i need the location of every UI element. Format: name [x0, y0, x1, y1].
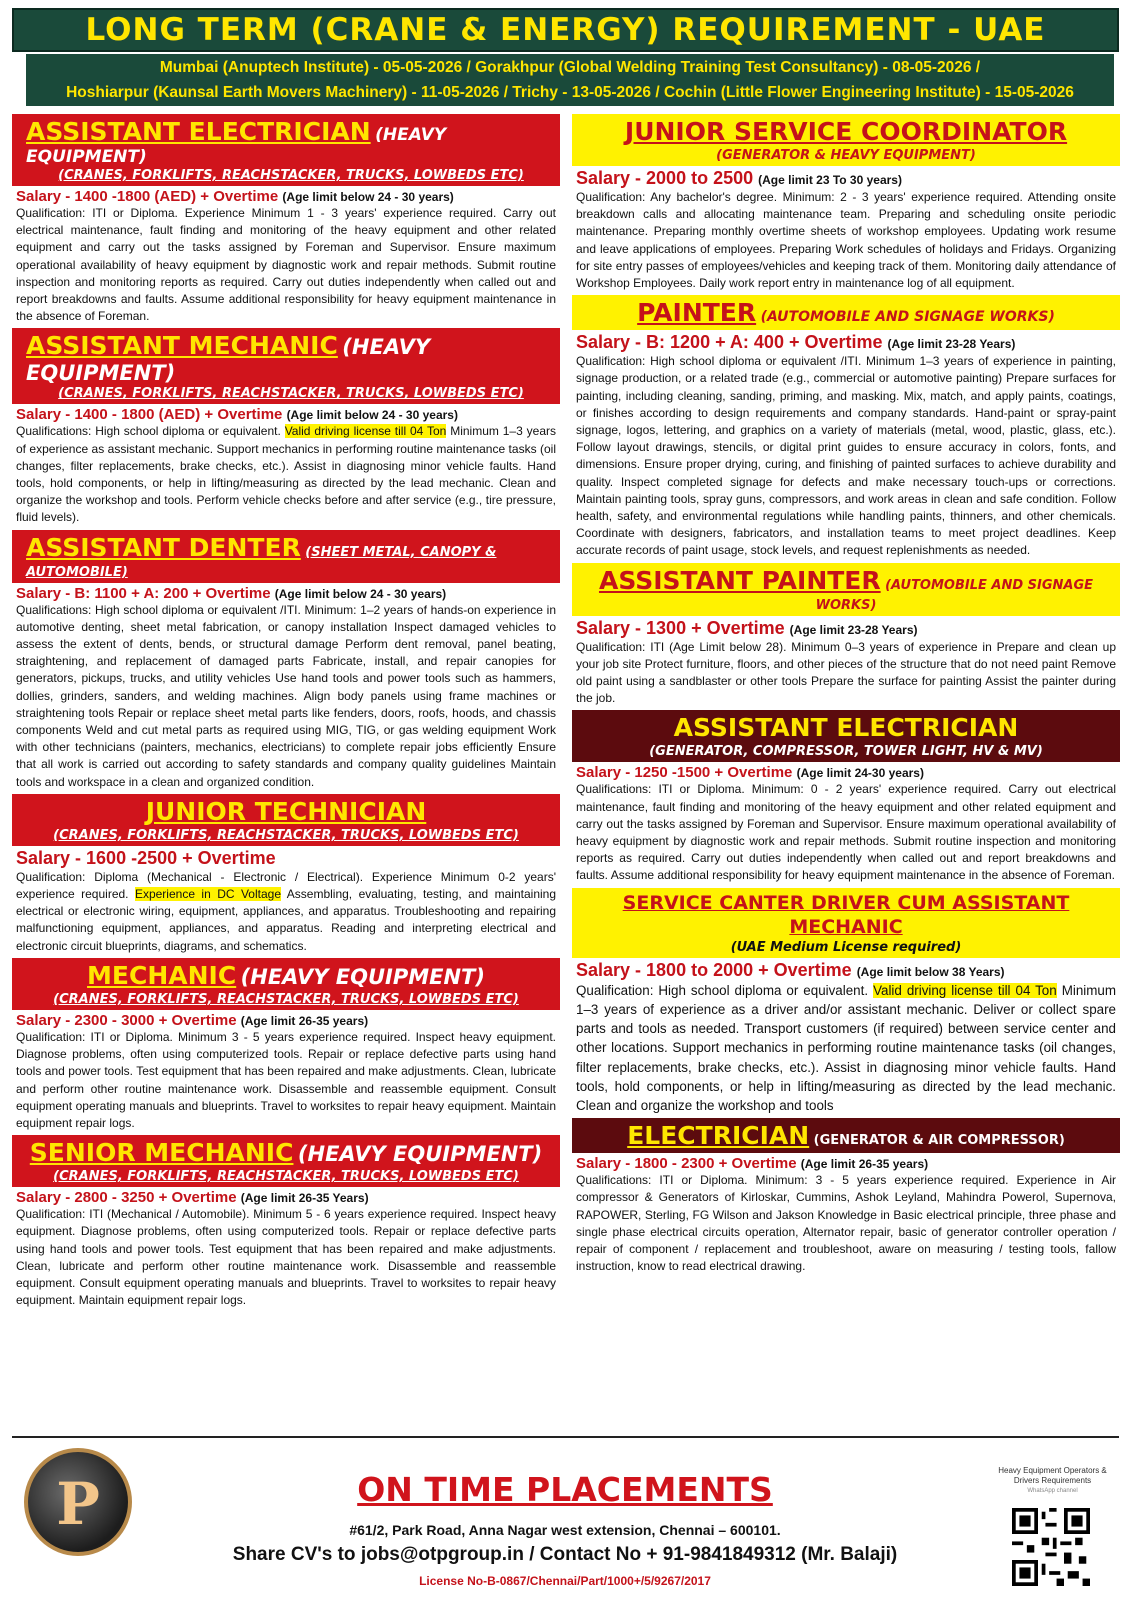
job-header [572, 563, 1120, 616]
job-description: Qualification: ITI (Age Limit below 28). Minimum 0–3 years of experience in Prepare and clean up your job site Protect furniture, floors, and other pieces of the structure that do not need paint Remove old paint using a sandblaster or other tools Prepare the surface for painting Assist the painter during the job. [576, 639, 1116, 706]
footer-divider [12, 1436, 1119, 1438]
qr-caption-text: Heavy Equipment Operators & Drivers Requirements [998, 1466, 1107, 1485]
job-salary [572, 1153, 1120, 1172]
salary-text: Salary - B: 1200 + A: 400 + Overtime [576, 332, 883, 353]
job-junior-technician [12, 794, 560, 955]
description-text: Qualification: Diploma (Mechanical - Electronic / Electrical). Experience Minimum 0-2 years' experience required. [16, 869, 556, 902]
age-limit: (Age limit below 24 - 30 years) [274, 586, 447, 601]
job-description: Qualifications: High school diploma or equivalent /ITI. Minimum: 1–2 years of hands-on experience in automotive denting, sheet metal fabrication, or canopy installation Inspect damaged vehicles to assess the extent of dents, bends, or structural damage Perform dent removal, panel beating, straightening, and replacement of damaged parts Fabricate, install, and repair canopies for generators, pickups, trucks, and utility vehicles Use hand tools and power tools such as hammers, dollies, grinders, sanders, and welding machines. Align body panels using frame machines or straightening tools Repair or replace sheet metal parts like fenders, doors, roofs, hoods, and chassis components Weld and cut metal parts as required using MIG, TIG, or gas welding equipment Work with other technicians (painters, mechanics, electricians) to complete repair jobs efficiently Ensure that all work is carried out according to safety standards and company quality guidelines Maintain tools and workspace in a clean and organized condition. [16, 602, 556, 789]
age-limit: (Age limit 26-35 years) [800, 1157, 929, 1172]
job-title: JUNIOR SERVICE COORDINATOR [624, 117, 1068, 146]
job-header [12, 114, 560, 186]
job-subtitle: (CRANES, FORKLIFTS, REACHSTACKER, TRUCKS, LOWBEDS ETC) [53, 991, 519, 1007]
job-salary [12, 1010, 560, 1029]
job-title: MECHANIC [87, 960, 237, 990]
job-description [572, 981, 1120, 1115]
highlight-license: Valid driving license till 04 Ton [284, 424, 447, 439]
title-banner [12, 8, 1119, 52]
interview-schedule [26, 54, 1114, 106]
age-limit: (Age limit below 38 Years) [856, 964, 1005, 979]
left-column [12, 114, 560, 1312]
age-limit: (Age limit 23-28 Years) [789, 622, 918, 637]
job-senior-mechanic [12, 1135, 560, 1309]
job-description [12, 869, 560, 955]
description-text: Minimum 1–3 years of experience as assistant mechanic. Support mechanics in performing routine maintenance tasks (oil changes, filter replacements, brake checks, etc.). Assist in diagnosing minor vehicle faults. Hand tools, hold components, or help in lifting/measuring as directed by the lead mechanic. Clean and organize the workshop and tools. Perform vehicle checks before and after service (e.g., tire pressure, fluid levels). [16, 424, 556, 525]
company-address: #61/2, Park Road, Anna Nagar west extension, Chennai – 600101. [349, 1522, 781, 1538]
job-electrician [572, 1118, 1120, 1275]
age-limit: (Age limit 23 To 30 years) [758, 173, 902, 187]
company-logo [24, 1448, 132, 1556]
job-salary [12, 583, 560, 602]
age-limit: (Age limit 23-28 Years) [887, 337, 1016, 352]
job-salary [12, 186, 560, 205]
job-header [572, 888, 1120, 958]
highlight-license: Valid driving license till 04 Ton [873, 982, 1057, 998]
job-assistant-painter [572, 563, 1120, 708]
job-salary [572, 958, 1120, 981]
job-salary [12, 404, 560, 423]
job-title: ASSISTANT PAINTER [598, 565, 881, 595]
qr-code-icon[interactable] [1012, 1508, 1090, 1586]
right-column [572, 114, 1120, 1278]
job-header [572, 1118, 1120, 1153]
job-salary [12, 1187, 560, 1206]
job-header [12, 530, 560, 583]
job-description: Qualifications: ITI or Diploma. Minimum: 0 - 2 years' experience required. Carry out electrical maintenance, fault finding and monitoring of the heavy equipment and other related equipment and carry out the tasks assigned by Foreman and Supervisor. Ensure maximum operational availability of heavy equipment by diagnostic work and repair methods. Submit routine inspection and monitoring reports as required. Carry out duties independently when called out and report breakdowns and faults. Assume additional responsibility for heavy equipment maintenance in the absence of Foreman. [576, 782, 1116, 883]
description-text: Minimum 1–3 years of experience as a driver and/or assistant mechanic. Deliver or collect spare parts and tools as needed. Transport customers (if required) between service center and other locations. Support mechanics in performing routine maintenance tasks (oil changes, filter replacements, brake checks, etc.). Assist in diagnosing minor vehicle faults. Hand tools, hold components, or help in lifting/measuring as directed by the lead mechanic. Clean and organize the workshop and tools [576, 982, 1117, 1113]
job-title-sub: (HEAVY EQUIPMENT) [297, 1142, 543, 1167]
salary-text: Salary - 1400 - 1800 (AED) + Overtime [16, 406, 283, 424]
job-subtitle: (CRANES, FORKLIFTS, REACHSTACKER, TRUCKS, LOWBEDS ETC) [58, 168, 524, 183]
job-salary [572, 762, 1120, 781]
job-assistant-electrician-heavy [12, 114, 560, 325]
job-title-sub: (SHEET METAL, CANOPY & AUTOMOBILE) [26, 544, 497, 580]
job-title-sub: (AUTOMOBILE AND SIGNAGE WORKS) [815, 577, 1094, 613]
age-limit: (Age limit below 24 - 30 years) [282, 190, 454, 204]
job-description: Qualification: Any bachelor's degree. Minimum: 2 - 3 years' experience required. Attending onsite breakdown calls and allocating maintenance team. Preparing and scheduling onsite periodic maintenance. Preparing monthly overtime sheets of workshop employees. Updating work resume and leave applications of employees. Preparing Work schedules of holidays and Fridays. Organizing for site entry passes of employees/vehicles and keeping track of them. Monitoring daily attendance of Workshop Employees. Daily work report entry in maintenance log of all equipment. [576, 190, 1116, 291]
job-subtitle: (CRANES, FORKLIFTS, REACHSTACKER, TRUCKS, LOWBEDS ETC) [53, 1169, 519, 1185]
age-limit: (Age limit below 24 - 30 years) [286, 408, 458, 423]
job-salary [572, 166, 1120, 189]
job-description: Qualification: ITI (Mechanical / Automobile). Minimum 5 - 6 years experience required. Inspect heavy equipment. Diagnose problems, often using computerized tools. Repair or replace defective parts using hand tools and power tools. Test equipment that has been repaired and make adjustments. Clean, lubricate and perform other routine maintenance work. Disassemble and reassemble equipment. Consult equipment operating manuals and blueprints. Travel to worksites to repair heavy equipment. Maintain equipment repair logs. [16, 1207, 556, 1308]
job-header [12, 328, 560, 404]
job-title: PAINTER [637, 298, 757, 328]
job-description: Qualification: ITI or Diploma. Experience Minimum 1 - 3 years' experience required. Carry out electrical maintenance, fault finding and monitoring of the heavy equipment and other related equipment and carry out the tasks assigned by Foreman and Supervisor. Ensure maximum operational availability of heavy equipment by diagnostic work and repair methods. Submit routine inspection and monitoring reports as required. Carry out duties independently when called out and report breakdowns and faults. Assume additional responsibility for heavy equipment maintenance in the absence of Foreman. [16, 206, 556, 324]
job-title: JUNIOR TECHNICIAN [145, 796, 427, 826]
job-title: SERVICE CANTER DRIVER CUM ASSISTANT MECHANIC [622, 891, 1070, 938]
job-description: Qualification: ITI or Diploma. Minimum 3 - 5 years experience required. Inspect heavy equipment. Diagnose problems, often using computerized tools. Repair or replace defective parts using hand tools and power tools. Test equipment that has been repaired and make adjustments. Clean, lubricate and perform other routine maintenance work. Disassemble and reassemble equipment. Consult equipment operating manuals and blueprints. Travel to worksites to repair heavy equipment. Maintain equipment repair logs. [16, 1029, 556, 1130]
highlight-dc-voltage: Experience in DC Voltage [134, 887, 281, 902]
job-title: ASSISTANT DENTER [26, 532, 301, 562]
job-subtitle: (GENERATOR & HEAVY EQUIPMENT) [716, 148, 976, 163]
job-title-sub: (HEAVY EQUIPMENT) [26, 125, 447, 167]
job-salary: Salary - 1600 -2500 + Overtime [16, 847, 276, 868]
job-title: ASSISTANT MECHANIC [26, 331, 338, 361]
contact-line[interactable]: Share CV's to jobs@otpgroup.in / Contact No + 91-9841849312 (Mr. Balaji) [232, 1544, 898, 1565]
salary-text: Salary - 1800 to 2000 + Overtime [576, 959, 852, 980]
qr-caption-sub: WhatsApp channel [1027, 1488, 1078, 1494]
job-header [12, 794, 560, 846]
job-mechanic [12, 958, 560, 1132]
job-header [572, 710, 1120, 762]
job-title: ELECTRICIAN [627, 1121, 810, 1151]
schedule-line-2: Hoshiarpur (Kaunsal Earth Movers Machinery) - 11-05-2026 / Trichy - 13-05-2026 / Cochin (Little Flower Engineering Institute) - 15-05-2026 [66, 84, 1074, 101]
qr-caption [985, 1466, 1120, 1496]
logo-letter: P [56, 1470, 100, 1538]
salary-text: Salary - 1250 -1500 + Overtime [576, 764, 793, 782]
job-description: Qualifications: ITI or Diploma. Minimum: 3 - 5 years experience required. Experience in Air compressor & Generators of Kirloskar, Cummins, Ashok Leyland, Mahindra Powerol, Supernova, RAPOWER, Sterling, FG Wilson and Jakson Knowledge in Basic electrical principle, three phase and single phase electrical circuits operation, Alternator repair, basic of generator controller operation / repair of component / replacement and troubleshoot, aware on measuring / testing tools, fallow instruction, know to read electrical drawing. [576, 1173, 1116, 1274]
job-title: ASSISTANT ELECTRICIAN [673, 713, 1019, 743]
age-limit: (Age limit 24-30 years) [796, 766, 924, 781]
job-description [12, 423, 560, 526]
job-assistant-electrician-generator [572, 710, 1120, 884]
salary-text: Salary - 2000 to 2500 [576, 168, 754, 188]
job-title: SENIOR MECHANIC [29, 1138, 294, 1168]
age-limit: (Age limit 26-35 years) [240, 1013, 369, 1028]
job-title-sub: (HEAVY EQUIPMENT) [26, 335, 431, 386]
job-assistant-mechanic [12, 328, 560, 526]
job-header [12, 1135, 560, 1187]
job-title: ASSISTANT ELECTRICIAN [26, 117, 371, 146]
job-title-sub: (AUTOMOBILE AND SIGNAGE WORKS) [760, 309, 1055, 326]
job-junior-service-coordinator [572, 114, 1120, 292]
description-text: Qualification: High school diploma or equivalent. [576, 982, 869, 998]
job-description: Qualification: High school diploma or equivalent /ITI. Minimum 1–3 years of experience in painting, signage production, or a related trade (e.g., commercial or automotive painting) Prepare surfaces for painting, including cleaning, sanding, priming, and masking. Mix, match, and apply paints, coatings, or finishes according to design requirements and company standards. Hand-paint or spray-paint signage, logos, lettering, and graphics on a variety of materials (metal, wood, plastic, glass, etc.). Follow layout drawings, stencils, or digital print guides to ensure accuracy in colors, fonts, and dimensions. Ensure proper drying, curing, and finishing of painted surfaces to achieve durability and quality. Inspect completed signage for defects and make necessary touch-ups or corrections. Maintain painting tools, spray guns, compressors, and work areas in clean and safe condition. Follow health, safety, and environmental regulations while handling paints, thinners, and other chemicals. Coordinate with designers, fabricators, and installation teams to meet project deadlines. Keep accurate records of paint usage, stock levels, and request replenishments as needed. [576, 354, 1116, 558]
job-assistant-denter [12, 530, 560, 791]
salary-text: Salary - 2800 - 3250 + Overtime [16, 1189, 237, 1207]
page-title: LONG TERM (CRANE & ENERGY) REQUIREMENT - UAE [85, 12, 1046, 48]
age-limit: (Age limit 26-35 Years) [240, 1191, 369, 1206]
job-subtitle: (GENERATOR, COMPRESSOR, TOWER LIGHT, HV & MV) [649, 744, 1043, 760]
job-header [572, 295, 1120, 330]
description-text: Qualifications: High school diploma or equivalent. [16, 424, 281, 439]
salary-text: Salary - 1400 -1800 (AED) + Overtime [16, 188, 279, 205]
job-service-canter-driver [572, 888, 1120, 1115]
salary-text: Salary - 1800 - 2300 + Overtime [576, 1155, 797, 1173]
job-subtitle: (CRANES, FORKLIFTS, REACHSTACKER, TRUCKS, LOWBEDS ETC) [53, 827, 519, 843]
license-number: License No-B-0867/Chennai/Part/1000+/5/9267/2017 [419, 1574, 711, 1588]
job-salary [572, 330, 1120, 353]
job-painter [572, 295, 1120, 559]
job-subtitle: (CRANES, FORKLIFTS, REACHSTACKER, TRUCKS, LOWBEDS ETC) [58, 386, 524, 402]
schedule-line-1: Mumbai (Anuptech Institute) - 05-05-2026 / Gorakhpur (Global Welding Training Test Consultancy) - 08-05-2026 / [159, 59, 981, 76]
salary-text: Salary - 2300 - 3000 + Overtime [16, 1011, 237, 1029]
company-name: ON TIME PLACEMENTS [357, 1470, 773, 1509]
job-title-sub: (GENERATOR & AIR COMPRESSOR) [813, 1133, 1065, 1149]
job-header [12, 958, 560, 1010]
salary-text: Salary - B: 1100 + A: 200 + Overtime [16, 584, 271, 602]
salary-text: Salary - 1300 + Overtime [576, 617, 785, 638]
job-subtitle: (UAE Medium License required) [730, 939, 962, 955]
job-header [572, 114, 1120, 166]
description-text: Assembling, evaluating, testing, and maintaining electrical or electronic wiring, equipment, appliances, and apparatus. Troubleshooting and repairing malfunctioning equipment, appliances, and apparatus. Reading and interpreting electrical and electronic circuit blueprints, diagrams, and schematics. [16, 887, 557, 953]
job-title-sub: (HEAVY EQUIPMENT) [240, 964, 485, 989]
job-salary [572, 616, 1120, 639]
